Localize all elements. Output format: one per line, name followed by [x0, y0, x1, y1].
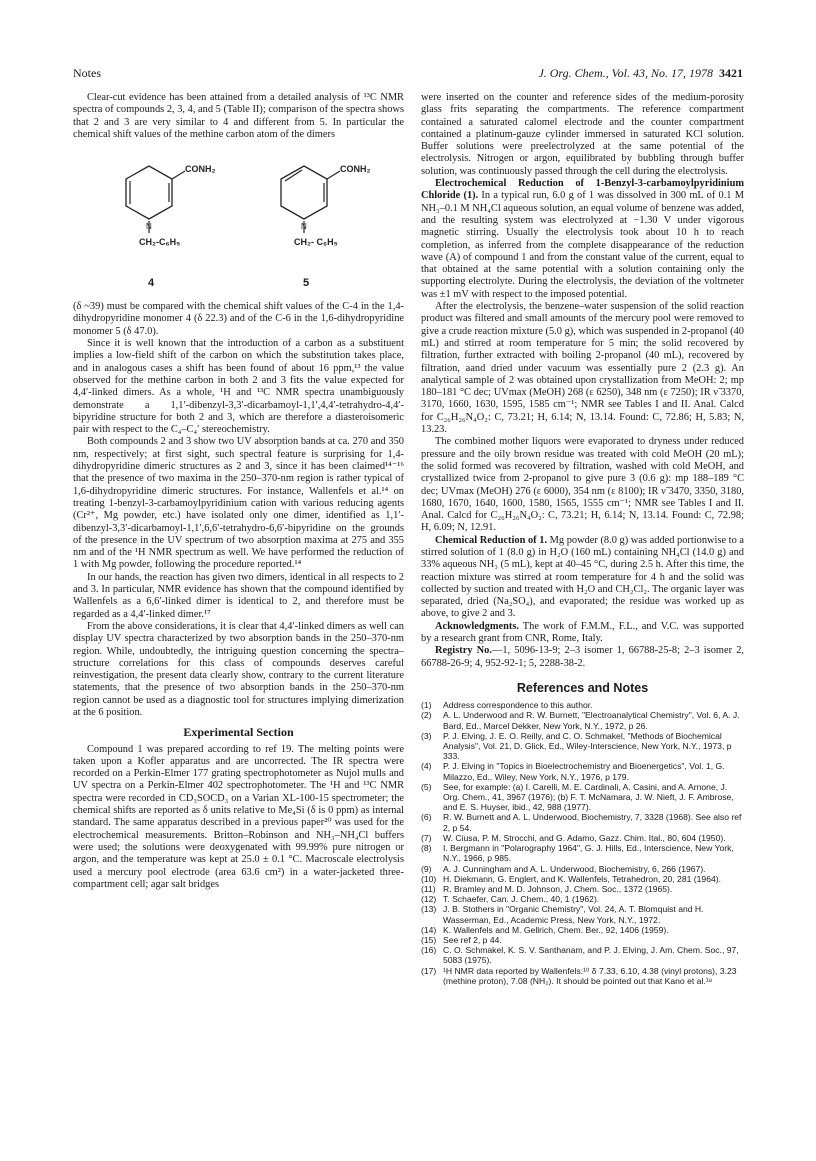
structure-4 — [113, 141, 253, 301]
right-column — [421, 92, 744, 986]
n-substituent-label: CH₂- C₆H₅ — [294, 237, 338, 248]
reference-text: ¹H NMR data reported by Wallenfels:¹⁰ δ 7.33, 6.10, 4.38 (vinyl protons), 3.23 (methine proton), 7.08 (NH₂). It should be pointed out that Kano et al.¹⁸ — [443, 965, 737, 986]
reference-item — [421, 874, 744, 884]
reference-number: (12) — [421, 894, 437, 905]
run-in-heading: Chemical Reduction of 1. — [435, 534, 548, 546]
n-substituent-label: CH₂-C₆H₅ — [139, 237, 181, 248]
section-heading: Experimental Section — [183, 725, 294, 740]
reference-text: I. Bergmann in "Polarography 1964", G. J. Hills, Ed., Interscience, New York, N.Y., 1966, p 985. — [443, 843, 734, 864]
paragraph: The combined mother liquors were evaporated to dryness under reduced pressure and the oily brown residue was treated with cold MeOH (20 mL); the solid formed was recovered by filtration, washed with cold MeOH, and crystallized twice from 2-propanol to give pure 3 (0.6 g): mp 188–189 °C dec; UVmax (MeOH) 276 (ε 6000), 354 nm (ε 8100); IR ν̃ 3470, 3350, 3180, 1680, 1670, 1640, 1600, 1580, 1565, 1555 cm⁻¹; NMR see Tables I and II. Anal. Calcd for C₂₆H₂₆N₄O₂: C, 73.21; H, 6.14; N, 13.14. Found: C, 72.98; H, 6.09; N, 12.91. — [421, 436, 744, 534]
reference-item — [421, 935, 744, 945]
reference-number: (11) — [421, 883, 436, 894]
reference-number: (16) — [421, 945, 437, 956]
reference-number: (8) — [421, 843, 432, 854]
reference-item — [421, 894, 744, 904]
reference-text: P. J. Elving in "Topics in Bioelectrochemistry and Bioenergetics", Vol. 1, G. Milazzo, Ed., Wiley, New York, N.Y., 1976, p 179. — [443, 761, 725, 782]
reference-item — [421, 833, 744, 843]
substituent-label: CONH₂ — [340, 164, 371, 175]
registry-numbers — [421, 645, 744, 670]
reference-text: T. Schaefer, Can. J. Chem., 40, 1 (1962). — [443, 894, 600, 905]
reference-number: (14) — [421, 924, 437, 935]
reference-item — [421, 700, 744, 710]
paragraph: After the electrolysis, the benzene–water suspension of the solid reaction product was filtered and small amounts of the mercury pool were removed to give a crude reaction mixture (5.0 g), which was suspended in 2-propanol (40 mL) and stirred at room temperature for 5 min; the solid recovered by filtration, further extracted with boiling 2-propanol (40 mL), recovered by filtration, aand dried under vacuum was essentially pure 2 (2.3 g). An analytical sample of 2 was obtained upon crystallization from MeOH: 2; mp 180–181 °C dec; UVmax (MeOH) 268 (ε 6250), 348 nm (ε 7250); IR ν̃ 3370, 3170, 1660, 1630, 1595, 1585 cm⁻¹; NMR see Tables I and II. Anal. Calcd for C₂₆H₂₆N₄O₂: C, 73.21; H, 6.14; N, 13.14. Found: C, 72.86; H, 5.83; N, 13.23. — [421, 301, 744, 436]
reference-text: R. Bramley and M. D. Johnson, J. Chem. Soc., 1372 (1965). — [443, 883, 673, 894]
reference-text: See ref 2, p 44. — [443, 934, 502, 945]
reference-number: (9) — [421, 863, 432, 874]
reference-item — [421, 884, 744, 894]
section-label: Notes — [73, 66, 101, 80]
reference-number: (13) — [421, 904, 437, 915]
journal-name: J. Org. Chem., Vol. 43, No. 17, 1978 — [538, 66, 713, 80]
dihydropyridine-ring-icon — [268, 141, 408, 276]
references-list — [421, 700, 744, 986]
substituent-label: CONH₂ — [185, 164, 216, 175]
reference-text: Address correspondence to this author. — [443, 700, 593, 711]
paragraph: Compound 1 was prepared according to ref 19. The melting points were taken upon a Kofler apparatus and are uncorrected. The IR spectra were recorded on a Perkin-Elmer 177 grating spectrophotometer as Nujol mulls and UV spectra on a Perkin-Elmer 402 spectrophotometer. The ¹H and ¹³C NMR spectra were recorded in CD₃SOCD₃ on a Varian XL-100-15 spectrometer; the chemical shifts are reported as δ units relative to Me₄Si (δ is 0 ppm) as internal standard. The same apparatus described in a previous paper²⁰ was used for the electrochemical measurements. Britton–Robinson and NH₃–NH₄Cl buffers were used; the solutions were deoxygenated with 99.99% pure nitrogen or argon, and the temperature was kept at 25.0 ± 0.1 °C. Macroscale electrolysis used a mercury pool electrode (area 63.6 cm²) in a water-jacketed three-compartment cell; agar salt bridges — [73, 743, 404, 890]
page-number: 3421 — [719, 66, 743, 80]
reference-item — [421, 864, 744, 874]
structure-5 — [268, 141, 408, 301]
dihydropyridine-ring-icon — [113, 141, 253, 276]
left-column — [73, 92, 404, 891]
reference-item — [421, 710, 744, 730]
reference-number: (7) — [421, 832, 432, 843]
reference-number: (5) — [421, 781, 432, 792]
paragraph-text: —1, 5096-13-9; 2–3 isomer 1, 66788-25-8; 2–3 isomer 2, 66788-26-9; 4, 952-92-1; 5, 2288-38-2. — [421, 645, 745, 669]
journal-citation — [538, 66, 743, 81]
paragraph-text: The work of F.M.M., F.L., and V.C. was supported by a research grant from CNR, Rome, Italy. — [421, 620, 744, 645]
structures-figure — [73, 141, 404, 301]
paragraph: From the above considerations, it is clear that 4,4′-linked dimers as well can display UV spectra characterized by two absorption bands in the 250–370-nm region. While, undoubtedly, the intriguing question concerning the spectra–structure correlations for this class of compounds deserves careful reinvestigation, the present data clearly show, contrary to the current literature statements, that the presence of two absorption bands in the 250–370-nm region cannot be used as a diagnostic tool for structures implying dimerization at the 6 position. — [73, 620, 404, 718]
paragraph-text: In a typical run, 6.0 g of 1 was dissolved in 300 mL of 0.1 M NH₃–0.1 M NH₄Cl aqueous solution, an equal volume of benzene was added, and the resulting system was electrolyzed at −1.30 V under vigorous magnetic stirring. Usually the electrolysis took about 10 h to reach completion, as inferred from the complete disappearance of the reduction wave (A) of compound 1 and from the constant value of the current, equal to that obtained at the same potential with a solution containing only the supporting electrolyte. During the electrolysis, the deviation of the voltmeter was ±1 mV with respect to the imposed potential. — [421, 190, 744, 300]
compound-number: 4 — [148, 277, 155, 290]
reference-text: H. Diekmann, G. Englert, and K. Wallenfels, Tetrahedron, 20, 281 (1964). — [443, 873, 722, 884]
paragraph: Clear-cut evidence has been attained from a detailed analysis of ¹³C NMR spectra of compounds 2, 3, 4, and 5 (Table II); comparison of the spectra shows that 2 and 3 are very similar to 4 and different from 5. In particular the chemical shift values of the methine carbon atom of the dimers — [73, 92, 404, 140]
reference-text: K. Wallenfels and M. Gellrich, Chem. Ber., 92, 1406 (1959). — [443, 924, 669, 935]
paragraph — [421, 535, 744, 621]
reference-item — [421, 761, 744, 781]
reference-item — [421, 966, 744, 986]
reference-number: (3) — [421, 730, 432, 741]
reference-text: See, for example: (a) I. Carelli, M. E. Cardinali, A. Casini, and A. Arnone, J. Org. Chem., 41, 3967 (1976); (b) F. T. McNamara, J. W. Nieft, J. F. Ambrose, and E. S. Huyser, ibid., 42, 988 (1977). — [443, 781, 734, 813]
reference-number: (6) — [421, 812, 432, 823]
run-in-heading: Registry No. — [435, 645, 492, 657]
paragraph: Since it is well known that the introduction of a carbon as a substituent implies a low-field shift of the carbon on which the substitution takes place, and in analogous cases a shift has been found of about 16 ppm,¹³ the value observed for the methine carbon in both 2 and 3 fits the value expected for 4,4′-linked dimers. As a whole, ¹H and ¹³C NMR spectra unambiguously demonstrate a 1,1′-dibenzyl-3,3′-dicarbamoyl-1,1′,4,4′-tetrahydro-4,4′-bipyridine structure for both 2 and 3, which are therefore a diasteroisomeric pair with respect to the C₄–C₄′ stereochemistry. — [73, 338, 404, 436]
reference-text: J. B. Stothers in "Organic Chemistry", Vol. 24, A. T. Blomquist and H. Wasserman, Ed., Academic Press, New York, N.Y., 1972. — [443, 904, 704, 925]
reference-number: (10) — [421, 873, 437, 884]
reference-text: A. L. Underwood and R. W. Burnett, "Electroanalytical Chemistry", Vol. 6, A. J. Bard, Ed., Marcel Dekker, New York, N.Y., 1972, p 26. — [443, 710, 740, 731]
reference-item — [421, 925, 744, 935]
svg-text:N: N — [146, 222, 152, 232]
reference-text: R. W. Burnett and A. L. Underwood, Biochemistry, 7, 3328 (1968). See also ref 2, p 54. — [443, 812, 742, 833]
paragraph-text: Mg powder (8.0 g) was added portionwise to a stirred solution of 1 (8.0 g) in H₂O (160 mL) containing NH₄Cl (14.0 g) and 33% aqueous NH₃ (5 mL), kept at 40–45 °C, during 2.5 h. After this time, the reaction mixture was stirred at room temperature for 4 h and the solid was collected by suction and treated with H₂O and CH₂Cl₂. The organic layer was separated, dried (Na₂SO₄), and evaporated; the residue was worked up as above, to give 2 and 3. — [421, 534, 744, 620]
paragraph: were inserted on the counter and reference sides of the medium-porosity glass frits separating the compartments. The reference compartment contained a saturated calomel electrode and the counter compartment contained a platinum-gauze cylinder immersed in saturated KCl solution. Buffer solutions were preelectrolyzed at the same potential of the electrolysis. Nitrogen or argon, equilibrated by bubbling through buffer solution, was continuously passed through the cell during the electrolysis. — [421, 92, 744, 177]
reference-number: (1) — [421, 700, 432, 711]
page-header — [73, 66, 743, 82]
reference-item — [421, 731, 744, 762]
run-in-heading: Electrochemical Reduction of 1-Benzyl-3-carbamoylpyridinium Chloride (1). — [421, 178, 744, 202]
references-heading: References and Notes — [516, 680, 649, 695]
reference-item — [421, 812, 744, 832]
reference-number: (17) — [421, 965, 437, 976]
reference-item — [421, 945, 744, 965]
paragraph: In our hands, the reaction has given two dimers, identical in all respects to 2 and 3. In particular, NMR evidence has shown that the compound identified by Wallenfels as a 6,6′-linked dimer is identical to 2, and therefore must be regarded as a 4,4′-linked dimer.¹⁷ — [73, 571, 404, 620]
reference-number: (15) — [421, 934, 437, 945]
reference-text: A. J. Cunningham and A. L. Underwood, Biochemistry, 6, 266 (1967). — [443, 863, 706, 874]
reference-item — [421, 904, 744, 924]
reference-text: P. J. Elving, J. E. O. Reilly, and C. O. Schmakel, "Methods of Biochemical Analysis", Vol. 21, D. Glick, Ed., Wiley-Interscience, New York, N.Y., 1973, p 333. — [443, 730, 732, 762]
reference-item — [421, 843, 744, 863]
paragraph: (δ ~39) must be compared with the chemical shift values of the C-4 in the 1,4-dihydropyridine monomer 4 (δ 22.3) and of the C-6 in the 1,6-dihydropyridine monomer 5 (δ 47.0). — [73, 301, 404, 337]
reference-text: C. O. Schmakel, K. S. V. Santhanam, and P. J. Elving, J. Am. Chem. Soc., 97, 5083 (1975). — [443, 945, 739, 966]
reference-text: W. Ciusa, P. M. Strocchi, and G. Adamo, Gazz. Chim. Ital., 80, 604 (1950). — [443, 832, 726, 843]
paragraph: Both compounds 2 and 3 show two UV absorption bands at ca. 270 and 350 nm, respectively; at first sight, such spectral feature is surprising for 1,4-dihydropyridine dimeric structures as 2 and 3, since it has been claimed¹⁴⁻¹⁶ that the presence of two maxima in the 250–370-nm region is rather typical of 1,6-dihydropyridine dimeric structures. For instance, Wallenfels et al.¹⁴ on treating 1-benzyl-3-carbamoylpyridinium cation with various reducing agents (Cr²⁺, Mg powder, etc.) have isolated only one dimer, identified as 1,1′-dibenzyl-3,3′-dicarbamoyl-1,1′,6,6′-tetrahydro-6,6′-bipyridine on the grounds of the presence in the UV spectrum of two absorption maxima at 275 and 355 nm and of the ¹H NMR spectrum as well. We have performed the reduction of 1 with Mg powder, following the procedure reported.¹⁴ — [73, 436, 404, 571]
acknowledgments — [421, 621, 744, 646]
reference-number: (2) — [421, 710, 432, 721]
reference-item — [421, 782, 744, 813]
paragraph — [421, 178, 744, 301]
svg-text:N: N — [301, 222, 307, 232]
compound-number: 5 — [303, 277, 310, 290]
reference-number: (4) — [421, 761, 432, 772]
run-in-heading: Acknowledgments. — [435, 620, 519, 632]
